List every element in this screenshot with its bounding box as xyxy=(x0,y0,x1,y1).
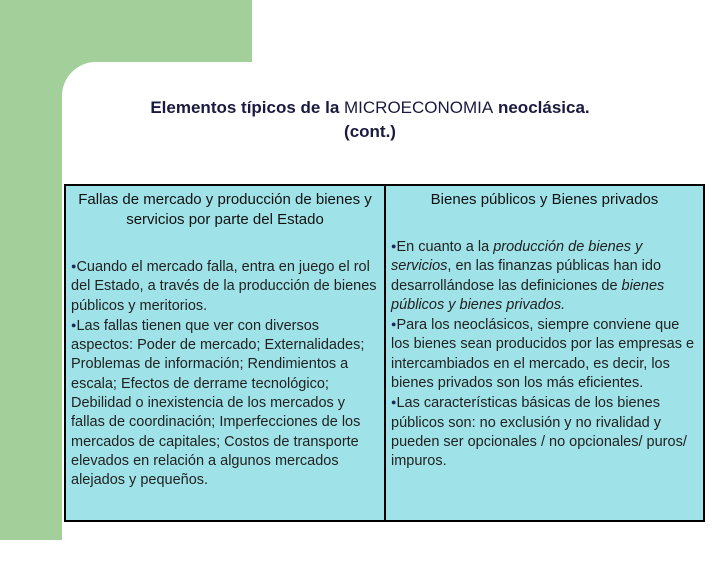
slide-title xyxy=(90,96,650,144)
left-column-body xyxy=(71,257,380,491)
left-column-header: Fallas de mercado y producción de bienes y servicios por parte del Estado xyxy=(78,191,372,228)
title-line-2: (cont.) xyxy=(344,122,396,141)
title-part-2: MICROECONOMIA xyxy=(344,98,494,117)
right-column xyxy=(386,186,703,520)
title-part-3: neoclásica. xyxy=(493,98,590,117)
right-paragraph-3: Las características básicas de los bienes públicos son: no exclusión y no rivalidad y pueden ser opcionales / no opcionales/ puros/ impuros. xyxy=(391,395,687,470)
right-paragraph-2: Para los neoclásicos, siempre conviene que los bienes sean producidos por las empresas e intercambiados en el mercado, es decir, los bienes privados son los más eficientes. xyxy=(391,317,695,392)
bullet-icon: ● xyxy=(71,319,77,330)
right-column-body xyxy=(391,237,699,472)
bullet-icon: ● xyxy=(71,261,77,271)
bullet-icon: ● xyxy=(391,319,397,330)
bullet-icon: ● xyxy=(391,397,397,408)
right-paragraph-1b: producción de bienes y servicios xyxy=(391,239,643,275)
left-column xyxy=(66,186,386,520)
bullet-icon: ● xyxy=(391,241,397,251)
title-part-1: Elementos típicos de la xyxy=(150,98,345,117)
right-column-header xyxy=(390,190,699,210)
left-paragraph-1: Cuando el mercado falla, entra en juego el rol del Estado, a través de la producción de bienes públicos y meritorios. xyxy=(71,259,377,314)
content-table xyxy=(64,184,705,522)
right-paragraph-1d: bienes públicos y bienes privados. xyxy=(391,277,665,313)
left-paragraph-2: Las fallas tienen que ver con diversos aspectos: Poder de mercado; Externalidades; Problemas de información; Rendimientos a escala; Efectos de derrame tecnológico; Debilidad o inexistencia de los mercados y fallas de coordinación; Imperfecciones de los mercados de capitales; Costos de transporte elevados en relación a algunos mercados alejados y pequeños. xyxy=(71,317,365,489)
right-column-header-text: Bienes públicos y Bienes privados xyxy=(430,191,659,208)
right-paragraph-1a: En cuanto a la xyxy=(396,239,494,255)
right-paragraph-1c: , en las finanzas públicas han ido desarrollándose las definiciones de xyxy=(391,258,662,294)
